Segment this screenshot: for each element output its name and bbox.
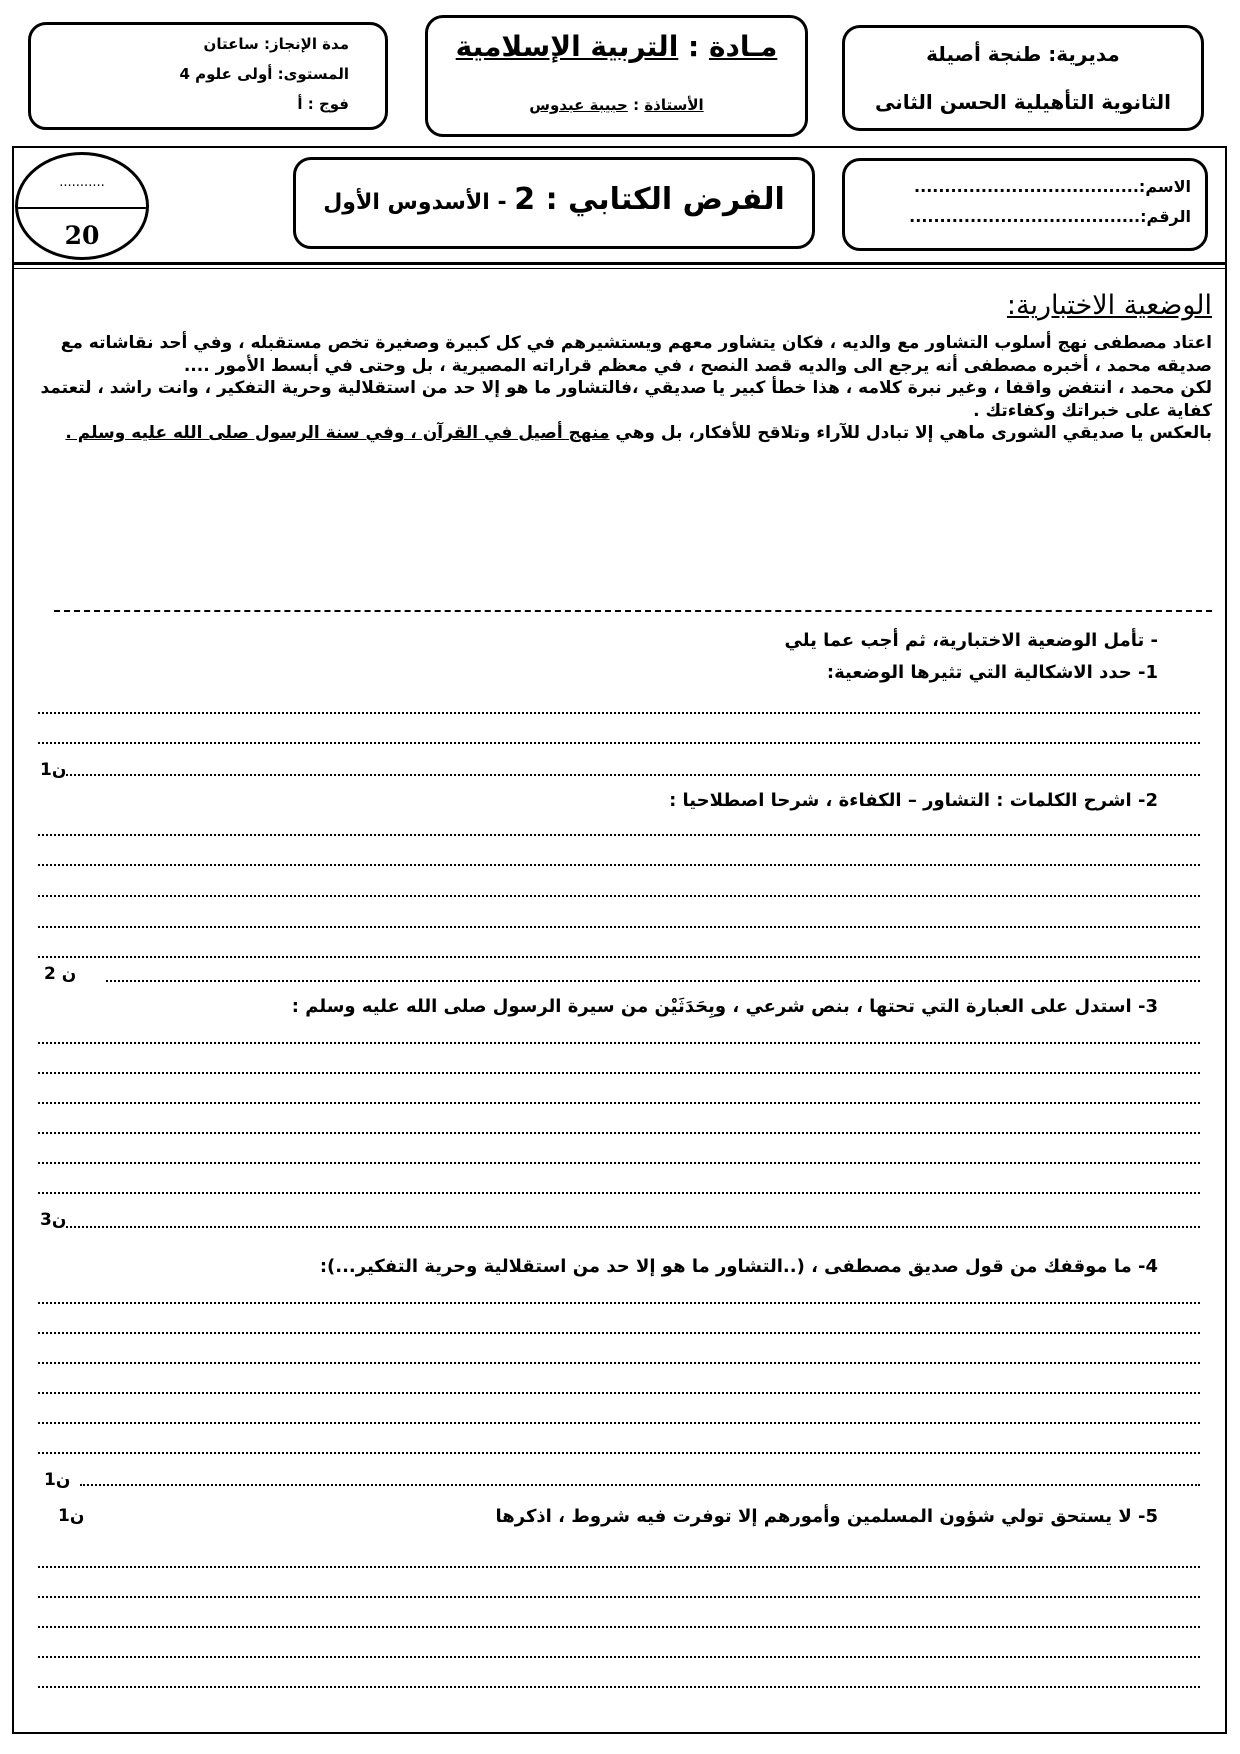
answer-line	[38, 1102, 1200, 1104]
answer-line	[38, 1162, 1200, 1164]
situation-paragraph-3	[36, 422, 1212, 445]
question-5-mark: 1ن	[58, 1506, 85, 1526]
question-5: 5- لا يستحق تولي شؤون المسلمين وأمورهم إلا توفرت فيه شروط ، اذكرها	[495, 1506, 1158, 1527]
question-1: 1- حدد الاشكالية التي تثيرها الوضعية:	[826, 662, 1158, 683]
directorate-text: مديرية: طنجة أصيلة	[926, 42, 1120, 66]
answer-line	[38, 1686, 1200, 1688]
situation-p3-start: بالعكس يا صديقي الشورى ماهي إلا تبادل للآراء وتلاقح للأفكار، بل وهي	[609, 423, 1212, 443]
subject-colon: :	[678, 30, 709, 63]
answer-line	[38, 1422, 1200, 1424]
exam-title-box	[293, 157, 815, 249]
exam-title	[296, 182, 812, 217]
score-blank: ...........	[59, 175, 105, 190]
section-separator	[54, 610, 1212, 612]
answer-line	[38, 1596, 1200, 1598]
header-right-box	[842, 25, 1204, 131]
situation-heading: الوضعية الاختبارية:	[1006, 290, 1212, 321]
answer-line	[38, 1192, 1200, 1194]
subject-prefix: مـادة	[709, 30, 778, 63]
answer-line	[38, 1452, 1200, 1454]
level-text: المستوى: أولى علوم 4	[179, 65, 349, 83]
situation-text	[36, 332, 1212, 445]
answer-line	[38, 834, 1200, 836]
exam-title-main: الفرض الكتابي : 2	[514, 182, 785, 217]
score-circle	[15, 152, 149, 260]
school-name: الثانوية التأهيلية الحسن الثانى	[874, 90, 1172, 114]
answer-line	[38, 1626, 1200, 1628]
answer-line	[38, 1302, 1200, 1304]
answer-line	[38, 1042, 1200, 1044]
answer-line	[38, 1362, 1200, 1364]
question-3: 3- استدل على العبارة التي تحتها ، بنص شرعي ، وبِحَدَثَيْن من سيرة الرسول صلى الله عليه وسلم :	[291, 996, 1158, 1017]
subject-title	[428, 30, 805, 63]
duration-text: مدة الإنجاز: ساعتان	[203, 35, 349, 53]
semester-text: - الأسدوس الأول	[323, 190, 515, 215]
answer-line	[106, 980, 1200, 982]
answer-line	[62, 774, 1200, 776]
answer-line	[38, 1072, 1200, 1074]
group-text: فوج : أ	[297, 95, 349, 113]
answer-line	[38, 956, 1200, 958]
answer-line	[38, 712, 1200, 714]
teacher-name: حبيبة عبدوس	[529, 96, 628, 114]
answer-line	[80, 1484, 1200, 1486]
question-2-mark: 2 ن	[44, 964, 77, 984]
situation-p3-underlined: منهج أصيل في القرآن ، وفي سنة الرسول صلى الله عليه وسلم .	[65, 423, 610, 443]
question-2: 2- اشرح الكلمات : التشاور – الكفاءة ، شرحا اصطلاحيا :	[669, 790, 1158, 811]
header-center-box	[425, 15, 808, 137]
question-3-mark: 3ن	[40, 1210, 67, 1230]
situation-paragraph-1: اعتاد مصطفى نهج أسلوب التشاور مع والديه ، فكان يتشاور معهم ويستشيرهم في كل كبيرة وصغيرة تخص مستقبله ، وفي أحد نقاشاته مع صديقه محمد ، أخبره مصطفى أنه يرجع الى والديه قصد النصح ، في معظم قراراته المصيرية ، بل وحتى في أبسط الأمور ....	[60, 333, 1212, 376]
answer-line	[38, 1656, 1200, 1658]
answer-line	[38, 742, 1200, 744]
header-separator-thin	[14, 268, 1226, 269]
teacher-line: الأستاذة : حبيبة عبدوس	[529, 96, 704, 114]
header-separator	[14, 262, 1226, 265]
question-1-mark: 1ن	[40, 760, 67, 780]
number-field: الرقم:......................................	[909, 207, 1191, 226]
subject-name: التربية الإسلامية	[455, 30, 679, 63]
situation-paragraph-2: لكن محمد ، انتفض واقفا ، وغير نبرة كلامه ، هذا خطأ كبير يا صديقي ،فالتشاور ما هو إلا حد من استقلالية وحرية التفكير ، وانت راشد ، لتعتمد كفاية على خبراتك وكفاءتك .	[40, 378, 1212, 421]
answer-line	[38, 1566, 1200, 1568]
question-4-mark: 1ن	[44, 1470, 71, 1490]
answer-line	[38, 864, 1200, 866]
questions-intro: - تأمل الوضعية الاختبارية، ثم أجب عما يلي	[784, 630, 1158, 651]
name-field: الاسم:.....................................	[914, 177, 1191, 196]
score-total: 20	[64, 221, 100, 250]
score-divider	[15, 207, 149, 209]
question-4: 4- ما موقفك من قول صديق مصطفى ، (..التشاور ما هو إلا حد من استقلالية وحرية التفكير...):	[319, 1256, 1158, 1277]
answer-line	[38, 1392, 1200, 1394]
student-info-box	[842, 158, 1208, 251]
answer-line	[38, 1132, 1200, 1134]
answer-line	[38, 895, 1200, 897]
answer-line	[66, 1226, 1200, 1228]
header-left-box	[28, 22, 388, 130]
teacher-label: الأستاذة	[644, 96, 704, 114]
answer-line	[38, 1332, 1200, 1334]
answer-line	[38, 926, 1200, 928]
